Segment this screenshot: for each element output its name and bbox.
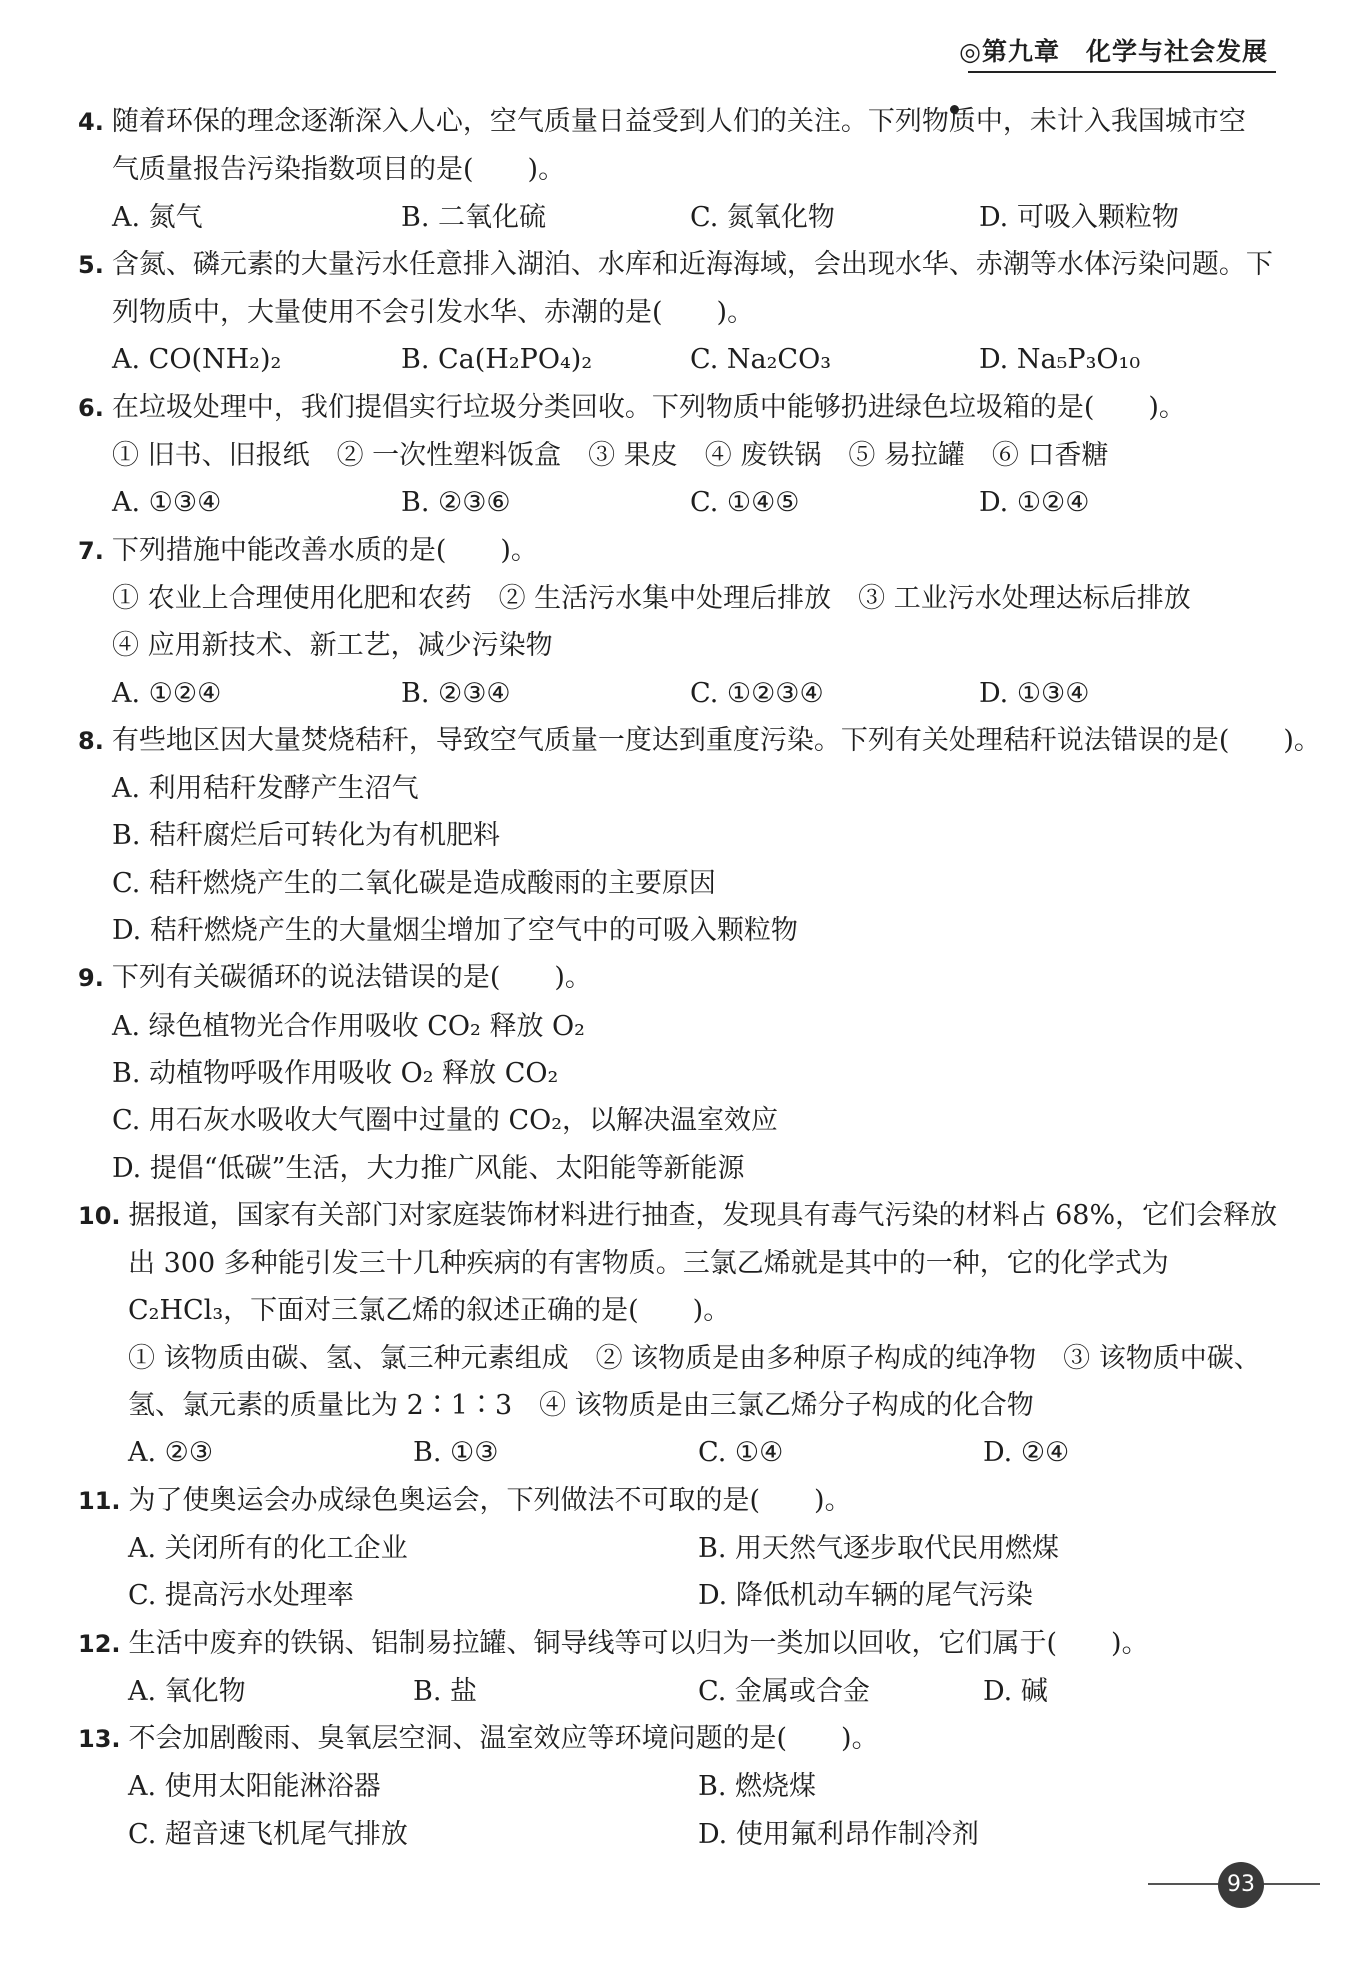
question-number: 5. <box>78 250 104 279</box>
question-stem-text: 出 300 多种能引发三十几种疾病的有害物质。三氯乙烯就是其中的一种，它的化学式为 <box>128 1248 1169 1280</box>
question-number: 7. <box>78 536 104 565</box>
answer-option[interactable]: B. Ca(H₂PO₄)₂ <box>401 344 593 376</box>
question-number: 13. <box>78 1725 121 1754</box>
answer-option[interactable]: B. 燃烧煤 <box>698 1771 817 1803</box>
answer-option[interactable]: D. 碱 <box>983 1675 1048 1707</box>
statement-items: ① 农业上合理使用化肥和农药 ② 生活污水集中处理后排放 ③ 工业污水处理达标后排放 <box>112 582 1191 614</box>
statement-items: ① 旧书、旧报纸 ② 一次性塑料饭盒 ③ 果皮 ④ 废铁锅 ⑤ 易拉罐 ⑥ 口香糖 <box>112 440 1109 472</box>
question-number: 10. <box>78 1201 121 1230</box>
answer-options <box>78 479 1268 526</box>
answer-option[interactable]: D. 使用氟利昂作制冷剂 <box>698 1818 979 1850</box>
answer-option[interactable]: D. ①③④ <box>979 677 1090 709</box>
statement-items: ④ 应用新技术、新工艺，减少污染物 <box>112 630 553 662</box>
answer-option[interactable]: C. 氮氧化物 <box>690 201 835 233</box>
answer-option[interactable]: B. 盐 <box>413 1675 478 1707</box>
answer-option[interactable]: A. 利用秸秆发酵产生沼气 <box>112 773 419 805</box>
question-stem-line <box>78 1620 1268 1668</box>
question-stem-text: 有些地区因大量焚烧秸秆，导致空气质量一度达到重度污染。下列有关处理秸秆说法错误的是( )。 <box>111 724 1321 756</box>
question-number: 12. <box>78 1629 121 1658</box>
question-stem-line <box>78 954 1268 1002</box>
answer-options <box>78 1572 1268 1619</box>
answer-options <box>78 1429 1268 1476</box>
question-stem-text: C₂HCl₃，下面对三氯乙烯的叙述正确的是( )。 <box>128 1295 731 1327</box>
answer-option[interactable]: B. ②③④ <box>401 677 511 709</box>
answer-option[interactable]: C. 用石灰水吸收大气圈中过量的 CO₂，以解决温室效应 <box>112 1105 779 1137</box>
question-stem-line <box>78 1715 1268 1763</box>
answer-option[interactable]: D. 秸秆燃烧产生的大量烟尘增加了空气中的可吸入颗粒物 <box>112 915 798 947</box>
question-stem-line <box>78 384 1268 432</box>
answer-option[interactable]: B. ②③⑥ <box>401 487 511 519</box>
answer-option[interactable]: C. 超音速飞机尾气排放 <box>128 1818 408 1850</box>
question-stem-text: 不会加剧酸雨、臭氧层空洞、温室效应等环境问题的是( )。 <box>128 1723 879 1755</box>
question-list <box>78 98 1321 1858</box>
question-stem-line <box>78 146 1268 193</box>
answer-option[interactable]: B. 秸秆腐烂后可转化为有机肥料 <box>112 820 501 852</box>
question-stem-text: 据报道，国家有关部门对家庭装饰材料进行抽查，发现具有毒气污染的材料占 68%，它们会释放 <box>128 1199 1278 1231</box>
answer-options <box>78 336 1268 383</box>
question-number: 6. <box>78 393 104 422</box>
question-number: 4. <box>78 108 104 136</box>
answer-options <box>78 1811 1268 1858</box>
answer-option[interactable]: A. ①③④ <box>112 487 222 519</box>
answer-option[interactable]: C. ①②③④ <box>690 677 824 709</box>
answer-options <box>78 1668 1268 1715</box>
question-11 <box>78 1477 1268 1620</box>
question-stem-text: 生活中废弃的铁锅、铝制易拉罐、铜导线等可以归为一类加以回收，它们属于( )。 <box>128 1627 1149 1659</box>
answer-options <box>78 1525 1268 1572</box>
question-stem-line <box>78 527 1268 575</box>
answer-option[interactable]: C. Na₂CO₃ <box>690 344 832 376</box>
answer-option[interactable]: D. Na₅P₃O₁₀ <box>979 344 1141 376</box>
answer-option[interactable]: B. 动植物呼吸作用吸收 O₂ 释放 CO₂ <box>112 1057 559 1089</box>
question-8 <box>78 717 1321 954</box>
question-stem-line <box>78 1240 1268 1287</box>
answer-options <box>78 1763 1268 1810</box>
question-stem-text: 列物质中，大量使用不会引发水华、赤潮的是( )。 <box>112 297 755 329</box>
question-stem-text: 气质量报告污染指数项目的是( )。 <box>112 154 566 186</box>
answer-option[interactable]: C. 金属或合金 <box>698 1675 870 1707</box>
question-stem-line <box>78 1287 1268 1334</box>
answer-option[interactable]: D. 提倡“低碳”生活，大力推广风能、太阳能等新能源 <box>112 1152 745 1184</box>
answer-options <box>78 670 1268 717</box>
chapter-title: ◎第九章 化学与社会发展 <box>959 37 1268 66</box>
question-10 <box>78 1192 1278 1477</box>
answer-option[interactable]: B. 二氧化硫 <box>401 201 547 233</box>
answer-option[interactable]: C. ①④⑤ <box>690 487 800 519</box>
question-stem-line <box>78 241 1273 289</box>
question-13 <box>78 1715 1268 1858</box>
question-stem-line <box>78 717 1321 765</box>
question-stem-line <box>78 1477 1268 1525</box>
statement-items: 氢、氯元素的质量比为 2∶1∶3 ④ 该物质是由三氯乙烯分子构成的化合物 <box>128 1390 1034 1422</box>
question-5 <box>78 241 1273 384</box>
answer-option[interactable]: A. 绿色植物光合作用吸收 CO₂ 释放 O₂ <box>112 1010 585 1042</box>
answer-option[interactable]: A. CO(NH₂)₂ <box>112 344 282 376</box>
question-stem-text: 下列措施中能改善水质的是( )。 <box>111 534 538 566</box>
question-stem-text: 下列有关碳循环的说法错误的是( )。 <box>111 962 592 994</box>
question-number: 9. <box>78 964 104 993</box>
answer-option[interactable]: C. 提高污水处理率 <box>128 1580 354 1612</box>
question-stem-line <box>78 1192 1278 1240</box>
question-number: 8. <box>78 726 104 755</box>
answer-option[interactable]: C. ①④ <box>698 1437 784 1469</box>
answer-option[interactable]: D. ①②④ <box>979 487 1090 519</box>
answer-option[interactable]: A. 氧化物 <box>128 1675 246 1707</box>
question-stem-line <box>78 98 1268 146</box>
answer-option[interactable]: B. ①③ <box>413 1437 499 1469</box>
answer-option[interactable]: A. ①②④ <box>112 677 222 709</box>
answer-option[interactable]: D. ②④ <box>983 1437 1070 1469</box>
answer-option[interactable]: D. 可吸入颗粒物 <box>979 201 1179 233</box>
question-stem-text: 在垃圾处理中，我们提倡实行垃圾分类回收。下列物质中能够扔进绿色垃圾箱的是( )。 <box>111 391 1186 423</box>
question-4 <box>78 98 1268 241</box>
statement-items: ① 该物质由碳、氢、氯三种元素组成 ② 该物质是由多种原子构成的纯净物 ③ 该物质中碳、 <box>128 1342 1261 1374</box>
question-7 <box>78 527 1268 717</box>
question-number: 11. <box>78 1486 121 1515</box>
question-stem-line <box>78 289 1268 336</box>
page-number: 93 <box>1218 1862 1264 1908</box>
answer-option[interactable]: A. 氮气 <box>112 201 203 233</box>
answer-option[interactable]: C. 秸秆燃烧产生的二氧化碳是造成酸雨的主要原因 <box>112 867 716 899</box>
question-stem-text: 为了使奥运会办成绿色奥运会，下列做法不可取的是( )。 <box>128 1484 852 1516</box>
question-12 <box>78 1620 1268 1716</box>
question-9 <box>78 954 1268 1191</box>
chapter-header <box>959 32 1268 68</box>
answer-option[interactable]: B. 用天然气逐步取代民用燃煤 <box>698 1532 1060 1564</box>
question-stem-text: 随着环保的理念逐渐深入人心，空气质量日益受到人们的关注。下列物质中，未计入我国城市空 <box>111 106 1246 137</box>
answer-options <box>78 194 1268 241</box>
answer-option[interactable]: A. 使用太阳能淋浴器 <box>128 1771 381 1803</box>
answer-option[interactable]: D. 降低机动车辆的尾气污染 <box>698 1580 1033 1612</box>
question-6 <box>78 384 1268 527</box>
header-rule <box>968 71 1276 73</box>
answer-option[interactable]: A. ②③ <box>128 1437 214 1469</box>
question-stem-text: 含氮、磷元素的大量污水任意排入湖泊、水库和近海海域，会出现水华、赤潮等水体污染问题。下 <box>111 248 1273 280</box>
answer-option[interactable]: A. 关闭所有的化工企业 <box>128 1532 408 1564</box>
